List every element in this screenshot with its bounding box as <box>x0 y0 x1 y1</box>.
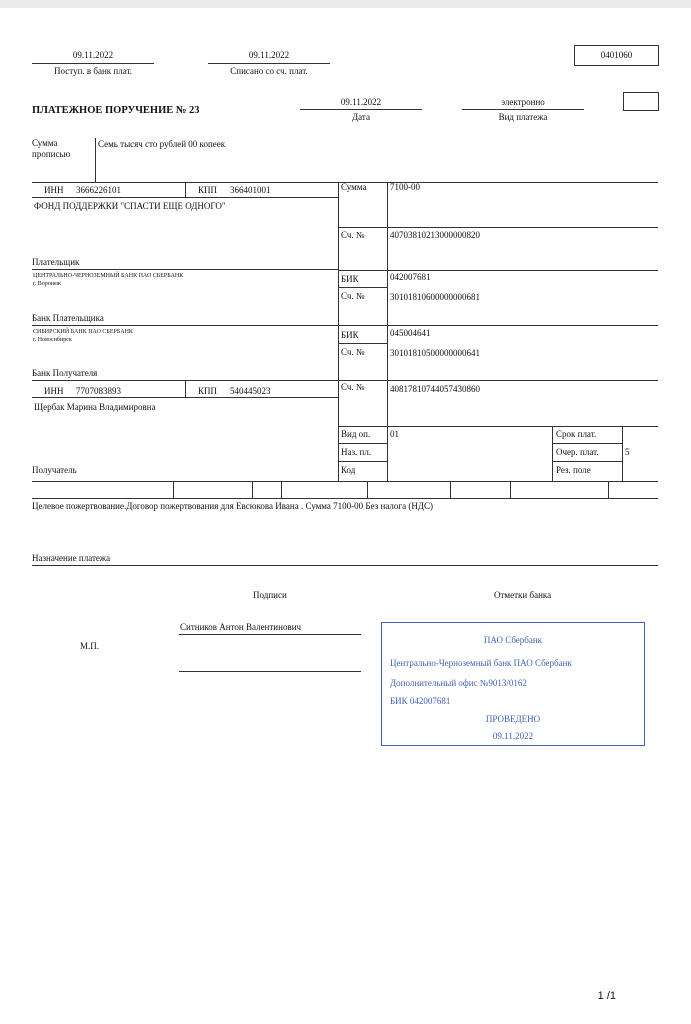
payer-name: ФОНД ПОДДЕРЖКИ "СПАСТИ ЕЩЕ ОДНОГО" <box>34 201 226 211</box>
amount-words-label-2: прописью <box>32 149 71 159</box>
debited-date-line <box>208 63 330 64</box>
payee-inn: 7707083893 <box>76 386 121 396</box>
priority-line <box>552 461 622 462</box>
payee-bank-bottom-line <box>32 380 658 381</box>
payee-kpp: 540445023 <box>230 386 271 396</box>
payer-bottom-line <box>32 269 338 270</box>
payer-bank-bik-label: БИК <box>341 274 359 284</box>
payer-inn-label: ИНН <box>44 185 64 195</box>
status-code-box <box>623 92 659 111</box>
payee-bank-bik-label: БИК <box>341 330 359 340</box>
amount-label: Сумма <box>341 182 367 192</box>
payee-bank-bik-line <box>338 343 387 344</box>
signature-line-2 <box>179 671 361 672</box>
payer-bank-corr-account: 30101810600000000681 <box>390 292 480 302</box>
form-code-box <box>574 45 659 66</box>
stamp-status: ПРОВЕДЕНО <box>485 714 541 724</box>
payee-bank-city: г. Новосибирск <box>33 337 72 343</box>
debited-date: 09.11.2022 <box>248 50 290 60</box>
amount-words: Семь тысяч сто рублей 00 копеек <box>98 139 226 149</box>
payer-account: 40703810213000000820 <box>390 230 480 240</box>
stamp-bank: ПАО Сбербанк <box>483 635 543 645</box>
purpose-label: Назначение платежа <box>32 553 111 563</box>
amount-words-divider <box>95 138 96 182</box>
tax-cell-divider-1 <box>173 481 174 498</box>
payer-kpp: 366401001 <box>230 185 271 195</box>
stamp-bik: БИК 042007681 <box>390 696 451 706</box>
amount-words-label-1: Сумма <box>32 138 58 148</box>
grid-divider-right <box>552 426 553 481</box>
tax-cell-divider-6 <box>510 481 511 498</box>
order-date-label: Дата <box>352 112 370 122</box>
details-top-line <box>338 426 658 427</box>
received-label: Поступ. в банк плат. <box>54 66 132 76</box>
payee-bottom-line <box>32 481 658 482</box>
payee-kpp-label: КПП <box>198 386 218 396</box>
priority-label: Очер. плат. <box>556 447 599 457</box>
payee-account-label: Сч. № <box>341 382 365 392</box>
payer-account-label: Сч. № <box>341 230 365 240</box>
payee-bank-bik: 045004641 <box>390 328 431 338</box>
grid-divider-far-right <box>622 426 623 481</box>
tax-row-bottom-line <box>32 498 658 499</box>
term-label: Срок плат. <box>556 429 597 439</box>
tax-cell-divider-7 <box>608 481 609 498</box>
purpose-text: Целевое пожертвование.Договор пожертвования для Евсюкова Ивана . Сумма 7100-00 Без налога (НДС) <box>32 501 433 511</box>
reserve-label: Рез. поле <box>556 465 591 475</box>
tax-cell-divider-4 <box>367 481 368 498</box>
received-date-line <box>32 63 154 64</box>
debited-label: Списано со сч. плат. <box>230 66 308 76</box>
payer-bank-top-line <box>338 270 658 271</box>
payee-name: Щербак Марина Владимировна <box>34 402 156 412</box>
payer-label: Плательщик <box>32 257 80 267</box>
payment-kind-label: Вид платежа <box>498 112 548 122</box>
received-date: 09.11.2022 <box>72 50 114 60</box>
op-type-label: Вид оп. <box>341 429 371 439</box>
page-number: 1 /1 <box>597 990 616 1002</box>
payee-account: 40817810744057430860 <box>390 384 480 394</box>
payee-inn-label: ИНН <box>44 386 64 396</box>
bank-stamp <box>381 622 645 746</box>
stamp-office: Дополнительный офис №9013/0162 <box>390 678 527 688</box>
payer-bank-bik-line <box>338 287 387 288</box>
order-date-line <box>300 109 422 110</box>
tax-cell-divider-5 <box>450 481 451 498</box>
tax-cell-divider-2 <box>252 481 253 498</box>
purpose-code-label: Наз. пл. <box>341 447 372 457</box>
payee-inn-kpp-divider <box>185 380 186 397</box>
stamp-branch: Центрально-Черноземный банк ПАО Сбербанк <box>390 658 572 668</box>
form-code: 0401060 <box>600 50 633 60</box>
payee-bank-corr-label: Сч. № <box>341 347 365 357</box>
payee-bank-corr-account: 30101810500000000641 <box>390 348 480 358</box>
payer-bank-bottom-line <box>32 325 658 326</box>
mp-label: М.П. <box>80 641 100 651</box>
purpose-code-line <box>338 461 387 462</box>
page-title: ПЛАТЕЖНОЕ ПОРУЧЕНИЕ № 23 <box>32 105 200 116</box>
payee-inn-bottom-line <box>32 397 338 398</box>
signature-line-1 <box>179 634 361 635</box>
payer-bank-name: ЦЕНТРАЛЬНО-ЧЕРНОЗЕМНЫЙ БАНК ПАО СБЕРБАНК <box>33 273 184 279</box>
payer-kpp-label: КПП <box>198 185 218 195</box>
tax-cell-divider-3 <box>281 481 282 498</box>
signer-name: Ситников Антон Валентинович <box>180 622 302 632</box>
payer-inn-kpp-divider <box>185 182 186 197</box>
payer-inn: 3666226101 <box>76 185 121 195</box>
term-line <box>552 443 622 444</box>
payer-bank-city: г. Воронеж <box>33 281 61 287</box>
payee-label: Получатель <box>32 465 77 475</box>
payer-inn-bottom-line <box>32 197 338 198</box>
amount-bottom-line <box>338 227 658 228</box>
signatures-label: Подписи <box>253 590 287 600</box>
payment-order-page <box>0 8 691 1024</box>
payee-bank-label: Банк Получателя <box>32 368 98 378</box>
op-type-line <box>338 443 387 444</box>
stamp-date: 09.11.2022 <box>492 731 534 741</box>
payer-bank-label: Банк Плательщика <box>32 313 104 323</box>
op-type: 01 <box>390 429 399 439</box>
purpose-bottom-line <box>32 565 658 566</box>
amount: 7100-00 <box>390 182 420 192</box>
payer-bank-bik: 042007681 <box>390 272 431 282</box>
payment-kind: электронно <box>501 97 545 107</box>
priority: 5 <box>625 447 630 457</box>
payee-bank-name: СИБИРСКИЙ БАНК ПАО СБЕРБАНК <box>33 329 133 335</box>
code-label: Код <box>341 465 356 475</box>
payer-bank-corr-label: Сч. № <box>341 291 365 301</box>
order-date: 09.11.2022 <box>340 97 382 107</box>
bank-marks-label: Отметки банка <box>494 590 552 600</box>
payment-kind-line <box>462 109 584 110</box>
